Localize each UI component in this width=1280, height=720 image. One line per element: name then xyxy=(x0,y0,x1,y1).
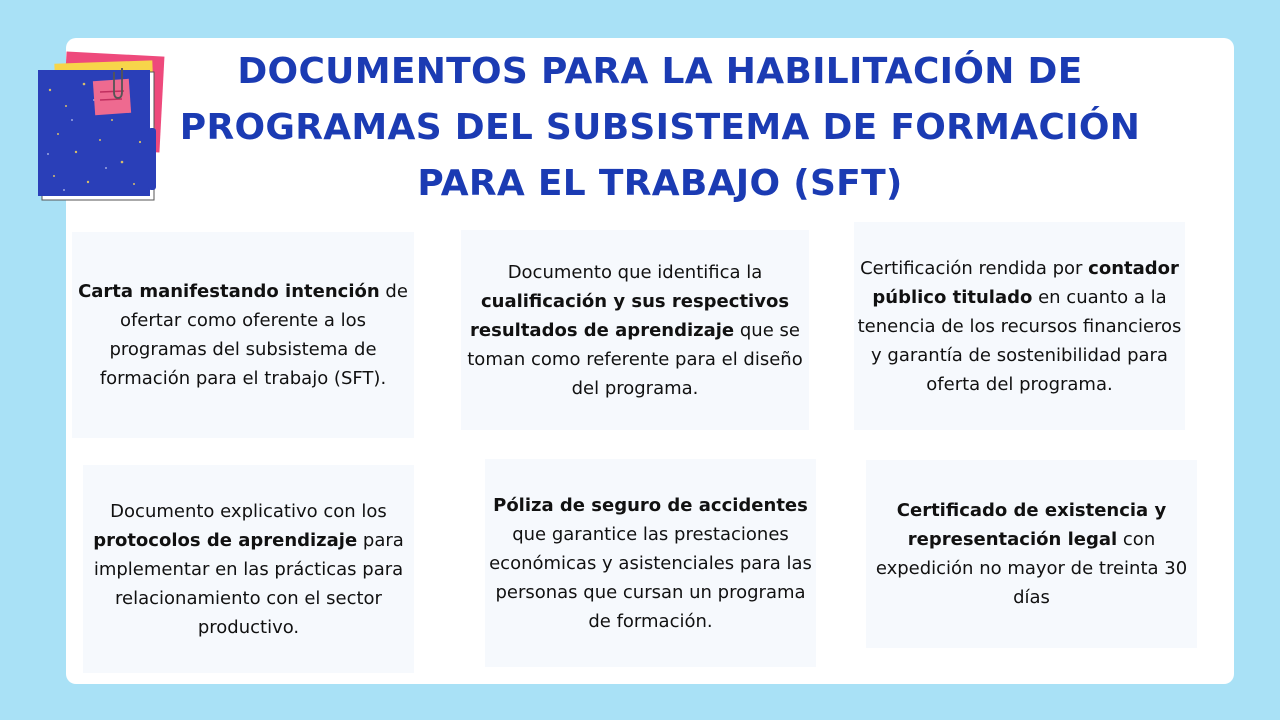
card-text: para implementar en las prácticas para relacionamiento con el sector productivo. xyxy=(93,529,404,638)
card-text: con expedición no mayor de treinta 30 días xyxy=(875,529,1188,608)
card-text: en cuanto a la tenencia de los recursos financieros y garantía de sostenibilidad para oferta del programa. xyxy=(857,286,1182,395)
card-highlight: cualificación y sus respectivos resultados de aprendizaje xyxy=(470,290,790,341)
card-highlight: Certificado de existencia y representación legal xyxy=(896,500,1167,550)
card-highlight: contador público titulado xyxy=(872,257,1179,308)
requirement-card-legal-existence-certificate xyxy=(866,460,1197,648)
requirement-card-learning-protocols xyxy=(83,465,414,673)
requirement-card-accident-insurance xyxy=(485,459,816,667)
requirement-card-intention-letter xyxy=(72,232,414,438)
card-text-intro: Documento explicativo con los xyxy=(110,500,387,522)
card-highlight: protocolos de aprendizaje xyxy=(93,529,358,551)
page-title: DOCUMENTOS PARA LA HABILITACIÓN DE PROGRAMAS DEL SUBSISTEMA DE FORMACIÓN PARA EL TRABAJO (SFT) xyxy=(179,51,1141,204)
card-text-intro: Documento que identifica la xyxy=(507,261,763,283)
requirement-card-qualification xyxy=(461,230,809,430)
requirement-card-accountant-certification xyxy=(854,222,1185,430)
card-text: que garantice las prestaciones económicas y asistenciales para las personas que cursan un programa de formación. xyxy=(489,523,812,632)
folder-with-notes-icon xyxy=(36,50,166,205)
card-highlight: Póliza de seguro de accidentes xyxy=(493,494,808,516)
card-text: que se toman como referente para el diseño del programa. xyxy=(467,319,803,399)
card-highlight: Carta manifestando intención xyxy=(78,281,380,302)
card-text-intro: Certificación rendida por xyxy=(860,257,1089,279)
card-text: de ofertar como oferente a los programas del subsistema de formación para el trabajo (SFT). xyxy=(99,281,408,389)
